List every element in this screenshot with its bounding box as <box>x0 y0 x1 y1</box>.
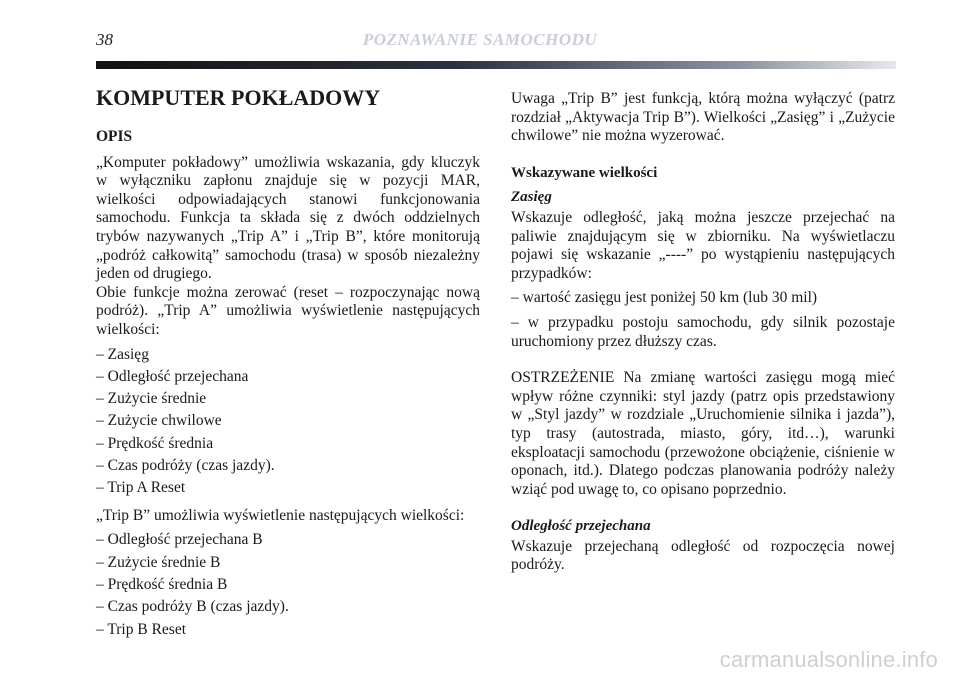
trip-a-list <box>96 346 480 498</box>
intro-paragraph: „Komputer pokładowy” umożliwia wskazania, gdy kluczyk w wyłączniku zapłonu znajduje się w pozycji MAR, wielkości odpowiadających stanowi funkcjonowania samochodu. Funkcja ta składa się z dwóch oddzielnych trybów nazywanych „Trip A” i „Trip B”, które monitorują „podróż całkowitą” samochodu (trasa) w sposób niezależny jeden od drugiego. <box>96 153 480 283</box>
warning-paragraph: OSTRZEŻENIE Na zmianę wartości zasięgu mogą mieć wpływ różne czynniki: styl jazdy (patrz opis przedstawiony w „Styl jazdy” w rozdziale „Uruchomienie silnika i jazda”), typ trasy (autostrada, miasto, góry, itd…), warunki eksploatacji samochodu (przewożone obciążenie, ciśnienie w oponach, itd.). Dlatego podczas planowania podróży należy wziąć pod uwagę to, co opisano poprzednio. <box>511 369 895 498</box>
list-item: – Trip A Reset <box>96 479 186 497</box>
page-title: KOMPUTER POKŁADOWY <box>96 85 381 110</box>
range-heading: Zasięg <box>511 189 552 206</box>
list-item: – Czas podróży B (czas jazdy). <box>96 598 289 616</box>
list-item: – Trip B Reset <box>96 620 187 638</box>
list-item: – Prędkość średnia <box>96 434 214 452</box>
left-column <box>96 84 480 643</box>
list-item: – Czas podróży (czas jazdy). <box>96 456 275 474</box>
list-item: – Zasięg <box>96 345 149 363</box>
trip-b-intro: „Trip B” umożliwia wyświetlenie następujących wielkości: <box>96 506 465 524</box>
range-case-2: – w przypadku postoju samochodu, gdy silnik pozostaje uruchomiony przez dłuższy czas. <box>511 313 895 350</box>
list-item: – Odległość przejechana B <box>96 531 263 549</box>
list-item: – Zużycie średnie B <box>96 553 221 571</box>
watermark: carmanualsonline.info <box>719 647 938 672</box>
section-title: POZNAWANIE SAMOCHODU <box>362 30 598 49</box>
distance-text: Wskazuje przejechaną odległość od rozpoczęcia nowej podróży. <box>511 537 895 574</box>
header-divider <box>96 61 896 69</box>
list-item: – Odległość przejechana <box>96 367 249 385</box>
distance-heading: Odległość przejechana <box>511 518 651 535</box>
range-text: Wskazuje odległość, jaką można jeszcze przejechać na paliwie znajdującym się w zbiorniku. Na wyświetlaczu pojawi się wskazanie „----” po wystąpieniu następujących przypadków: <box>511 208 895 282</box>
range-case-1: – wartość zasięgu jest poniżej 50 km (lub 30 mil) <box>511 289 818 307</box>
list-item: – Zużycie średnie <box>96 390 207 408</box>
trip-b-list <box>96 531 480 639</box>
right-column <box>511 90 895 575</box>
page-header <box>0 30 960 54</box>
intro-paragraph-2: Obie funkcje można zerować (reset – rozpoczynając nową podróż). „Trip A” umożliwia wyświetlenie następujących wielkości: <box>96 283 480 338</box>
subtitle-opis: OPIS <box>96 128 133 145</box>
list-item: – Prędkość średnia B <box>96 575 228 593</box>
trip-b-note: Uwaga „Trip B” jest funkcją, którą można wyłączyć (patrz rozdział „Aktywacja Trip B”). Wielkości „Zasięg” i „Zużycie chwilowe” nie można wyzerować. <box>511 90 895 145</box>
indicated-values-heading: Wskazywane wielkości <box>511 164 658 181</box>
list-item: – Zużycie chwilowe <box>96 412 222 430</box>
page-number: 38 <box>96 30 113 49</box>
